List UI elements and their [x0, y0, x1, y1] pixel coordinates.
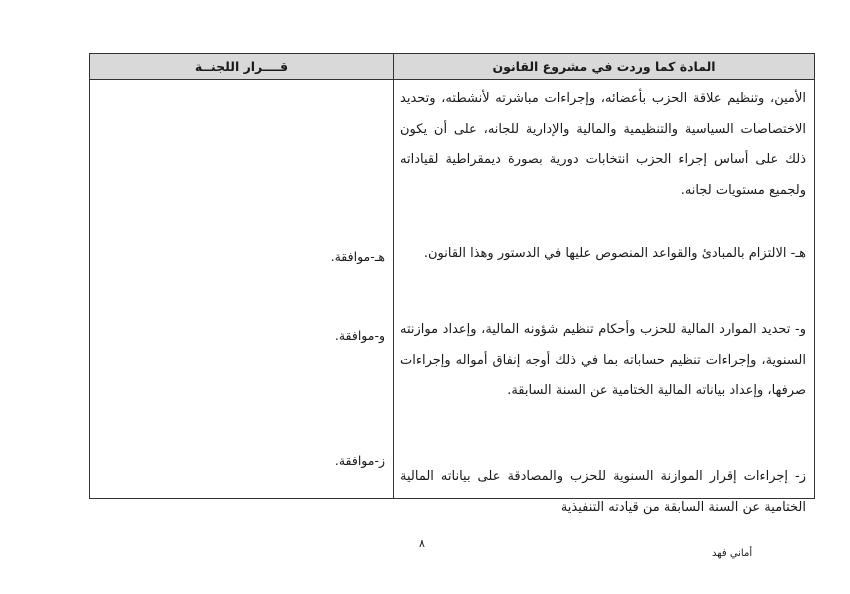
typist-name: أماني فهد — [712, 548, 753, 559]
decision-column — [90, 80, 394, 498]
decision-z: ز-موافقة. — [334, 453, 385, 468]
committee-table — [89, 53, 815, 515]
article-paragraph-continued: الأمين، وتنظيم علاقة الحزب بأعضائه، وإجراءات مباشرته لأنشطته، وتحديد الاختصاصات السياسية والتنظيمية والمالية والإدارية للجانه، على أن يكون ذلك على أساس إجراء الحزب انتخابات دورية بصورة ديمقراطية لقياداته ولجميع مستويات لجانه. — [400, 91, 806, 198]
header-article — [394, 54, 814, 80]
article-column — [394, 80, 814, 515]
article-paragraph-w: و- تحديد الموارد المالية للحزب وأحكام تنظيم شؤونه المالية، وإعداد موازنته السنوية، وإجراءات تنظيم حساباته بما في ذلك أوجه إنفاق أمواله وإجراءات صرفها، وإعداد بياناته المالية الختامية عن السنة السابقة. — [400, 322, 806, 398]
article-paragraph-h: هـ- الالتزام بالمبادئ والقواعد المنصوص عليها في الدستور وهذا القانون. — [423, 246, 806, 261]
decision-w: و-موافقة. — [334, 328, 385, 343]
header-article-label: المادة كما وردت في مشروع القانون — [492, 59, 716, 74]
decision-h: هـ-موافقة. — [330, 249, 385, 264]
header-decision — [90, 54, 394, 80]
header-decision-label: قــــرار اللجنــة — [194, 59, 289, 74]
article-paragraph-z: ز- إجراءات إقرار الموازنة السنوية للحزب والمصادقة على بياناته المالية الختامية عن السنة السابقة من قيادته التنفيذية — [400, 469, 806, 515]
page-number: ٨ — [419, 537, 425, 550]
